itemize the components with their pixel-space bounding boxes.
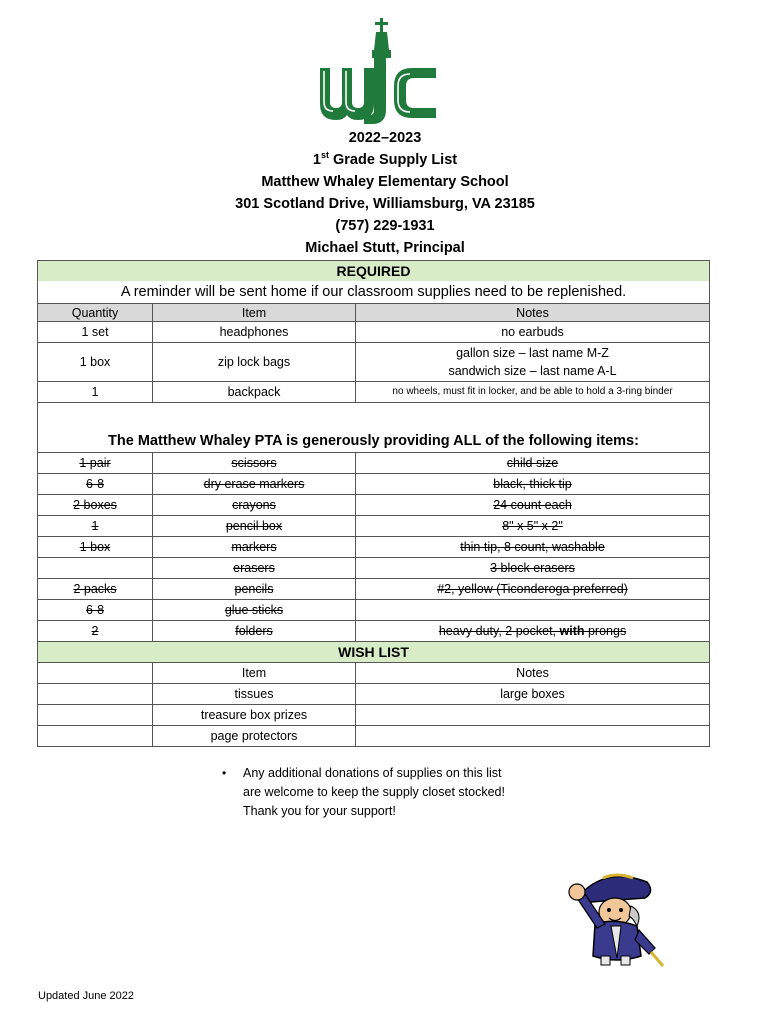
- bullet-icon: •: [222, 766, 227, 780]
- table-row: page protectors: [38, 726, 710, 747]
- table-row: 2 packs pencils #2, yellow (Ticonderoga preferred): [38, 579, 710, 600]
- table-row: [38, 343, 710, 382]
- required-header-row: [38, 304, 710, 322]
- table-row: 2 folders heavy duty, 2 pocket, with prongs: [38, 621, 710, 642]
- table-row: 1 pencil box 8" x 5" x 2": [38, 516, 710, 537]
- column-header: Notes: [356, 304, 710, 322]
- wjc-logo-icon: [316, 16, 440, 126]
- donation-note: • Any additional donations of supplies on this list are welcome to keep the supply closet stocked! Thank you for your support!: [222, 766, 505, 818]
- table-row: [38, 322, 710, 343]
- table-row: erasers 3 block erasers: [38, 558, 710, 579]
- item-cell: headphones: [153, 322, 356, 343]
- pta-title: The Matthew Whaley PTA is generously providing ALL of the following items:: [38, 403, 710, 453]
- required-subtitle: A reminder will be sent home if our classroom supplies need to be replenished.: [38, 281, 710, 304]
- table-row: 1 pair scissors child size: [38, 453, 710, 474]
- wish-list-title: WISH LIST: [38, 642, 710, 663]
- school-address: 301 Scotland Drive, Williamsburg, VA 23185: [235, 196, 535, 212]
- column-header: Quantity: [38, 304, 153, 322]
- notes-cell: gallon size – last name M-Z sandwich size – last name A-L: [356, 343, 710, 382]
- table-row: 6-8 glue sticks: [38, 600, 710, 621]
- table-row: 6-8 dry erase markers black, thick tip: [38, 474, 710, 495]
- patriot-mascot-icon: [555, 868, 667, 968]
- school-phone: (757) 229-1931: [335, 218, 435, 234]
- required-title: REQUIRED: [38, 261, 710, 282]
- column-header: Item: [153, 663, 356, 684]
- item-cell: backpack: [153, 382, 356, 403]
- document-header: [0, 127, 770, 259]
- table-row: tissues large boxes: [38, 684, 710, 705]
- updated-date: Updated June 2022: [38, 990, 135, 1002]
- supply-table: [37, 260, 710, 747]
- school-name: Matthew Whaley Elementary School: [261, 174, 509, 190]
- school-year: 2022–2023: [348, 130, 422, 146]
- table-row: 1 box markers thin tip, 8 count, washable: [38, 537, 710, 558]
- item-cell: zip lock bags: [153, 343, 356, 382]
- qty-cell: 1: [38, 382, 153, 403]
- grade-title: 1st Grade Supply List: [312, 150, 458, 168]
- principal-name: Michael Stutt, Principal: [305, 240, 465, 256]
- qty-cell: 1 set: [38, 322, 153, 343]
- qty-cell: 1 box: [38, 343, 153, 382]
- notes-cell: no wheels, must fit in locker, and be able to hold a 3-ring binder: [356, 382, 710, 403]
- column-header: Item: [153, 304, 356, 322]
- column-header: Notes: [356, 663, 710, 684]
- notes-cell: no earbuds: [356, 322, 710, 343]
- table-row: [38, 382, 710, 403]
- wish-header-row: [38, 663, 710, 684]
- table-row: 2 boxes crayons 24 count each: [38, 495, 710, 516]
- table-row: treasure box prizes: [38, 705, 710, 726]
